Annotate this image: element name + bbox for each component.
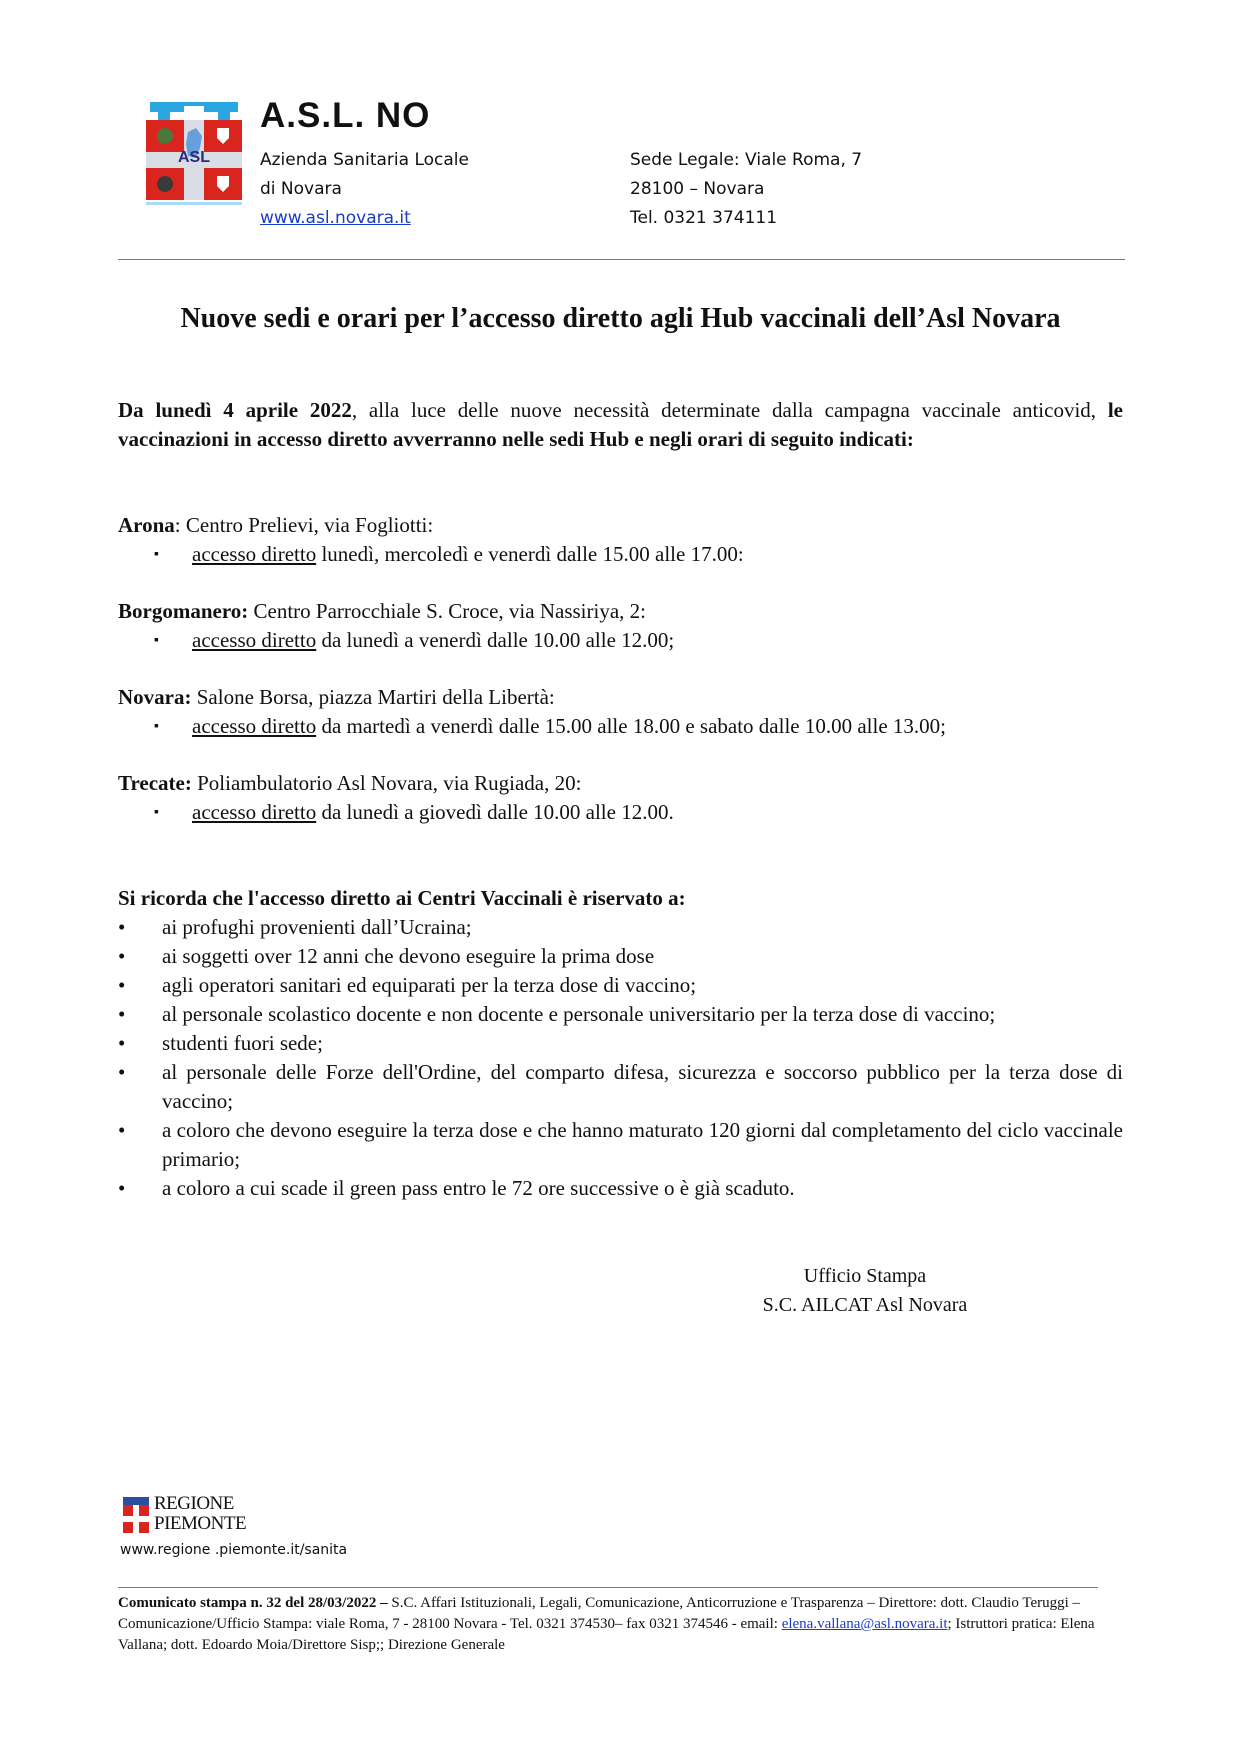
header-right-column <box>630 146 862 233</box>
reserved-heading: Si ricorda che l'accesso diretto ai Centri Vaccinali è riservato a: <box>118 886 686 910</box>
regione-piemonte-logo <box>123 1497 149 1533</box>
access-label: accesso diretto <box>192 628 317 652</box>
region-name-line: PIEMONTE <box>154 1513 247 1534</box>
list-item: • studenti fuori sede; <box>118 1031 323 1055</box>
website-link[interactable]: www.asl.novara.it <box>260 208 411 228</box>
list-item: • ai profughi provenienti dall’Ucraina; <box>118 915 472 939</box>
region-name-line: REGIONE <box>154 1493 234 1514</box>
location-address: : Centro Prelievi, via Fogliotti: <box>174 513 434 537</box>
bullet-icon: ▪ <box>154 719 159 734</box>
signature-department: S.C. AILCAT Asl Novara <box>762 1294 968 1316</box>
location-name: Arona <box>118 513 175 537</box>
location-name: Trecate: <box>118 771 192 795</box>
bullet-icon: ▪ <box>154 547 159 562</box>
header-line: Azienda Sanitaria Locale <box>260 150 469 170</box>
region-url: www.regione .piemonte.it/sanita <box>120 1542 348 1558</box>
logo-wordmark: ASL <box>178 149 210 166</box>
signature-office: Ufficio Stampa <box>803 1265 927 1287</box>
location-name: Novara: <box>118 685 192 709</box>
access-label: accesso diretto <box>192 800 317 824</box>
access-label: accesso diretto <box>192 542 317 566</box>
header-line: di Novara <box>260 179 342 199</box>
location-hours: da lunedì a venerdì dalle 10.00 alle 12.00; <box>316 628 675 652</box>
list-item: • a coloro che devono eseguire la terza dose e che hanno maturato 120 giorni dal completamento del ciclo vaccinale primario; <box>118 1118 1123 1171</box>
location-borgomanero <box>118 597 674 655</box>
intro-statement: le vaccinazioni in accesso diretto avverranno nelle sedi Hub e negli orari di seguito indicati: <box>118 398 1123 451</box>
list-item: • agli operatori sanitari ed equiparati per la terza dose di vaccino; <box>118 973 697 997</box>
footer-divider <box>118 1587 1098 1588</box>
intro-text: , alla luce delle nuove necessità determinate dalla campagna vaccinale anticovid, <box>351 398 1108 422</box>
list-item: • ai soggetti over 12 anni che devono eseguire la prima dose <box>118 944 655 968</box>
location-trecate <box>118 769 674 827</box>
list-item: • al personale scolastico docente e non docente e personale universitario per la terza dose di vaccino; <box>118 1002 996 1026</box>
location-address: Poliambulatorio Asl Novara, via Rugiada, 20: <box>191 771 582 795</box>
header-divider <box>118 259 1125 260</box>
footer-staff: ; Istruttori pratica: Elena Vallana; dott. Edoardo Moia/Direttore Sisp;; Direzione Generale <box>118 1616 1095 1653</box>
access-label: accesso diretto <box>192 714 317 738</box>
footer-contacts: S.C. Affari Istituzionali, Legali, Comunicazione, Anticorruzione e Trasparenza – Direttore: dott. Claudio Teruggi –Comunicazione/Ufficio Stampa: viale Roma, 7 - 28100 Novara - Tel. 0321 374530– fax 0321 374546 - email: <box>118 1595 1081 1632</box>
location-name: Borgomanero: <box>118 599 249 623</box>
email-link[interactable]: elena.vallana@asl.novara.it <box>781 1616 948 1632</box>
location-arona <box>118 511 744 569</box>
asl-novara-logo <box>144 102 244 218</box>
list-item: • al personale delle Forze dell'Ordine, del comparto difesa, sicurezza e soccorso pubblico per la terza dose di vaccino; <box>118 1060 1123 1113</box>
location-hours: lunedì, mercoledì e venerdì dalle 15.00 alle 17.00: <box>316 542 744 566</box>
intro-paragraph <box>118 396 1123 454</box>
location-address: Salone Borsa, piazza Martiri della Libertà: <box>191 685 555 709</box>
bullet-icon: ▪ <box>154 805 159 820</box>
location-hours: da martedì a venerdì dalle 15.00 alle 18.00 e sabato dalle 10.00 alle 13.00; <box>316 714 946 738</box>
legal-seat: Sede Legale: Viale Roma, 7 <box>630 150 863 170</box>
list-item: • a coloro a cui scade il green pass entro le 72 ore successive o è già scaduto. <box>118 1176 795 1200</box>
document-title: Nuove sedi e orari per l’accesso diretto agli Hub vaccinali dell’Asl Novara <box>180 303 1061 334</box>
postal-city: 28100 – Novara <box>630 179 765 199</box>
press-release-footer <box>118 1593 1128 1656</box>
location-address: Centro Parrocchiale S. Croce, via Nassiriya, 2: <box>248 599 646 623</box>
reserved-access-section <box>118 884 1123 1203</box>
region-name <box>154 1494 246 1534</box>
location-hours: da lunedì a giovedì dalle 10.00 alle 12.00. <box>316 800 674 824</box>
phone: Tel. 0321 374111 <box>630 208 778 228</box>
intro-date: Da lunedì 4 aprile 2022 <box>118 398 352 422</box>
header-left-column <box>260 146 469 233</box>
bullet-icon: ▪ <box>154 633 159 648</box>
press-release-number: Comunicato stampa n. 32 del 28/03/2022 – <box>118 1595 388 1611</box>
reserved-list <box>118 913 1123 1203</box>
location-novara <box>118 683 946 741</box>
organization-name: A.S.L. NO <box>260 96 431 135</box>
